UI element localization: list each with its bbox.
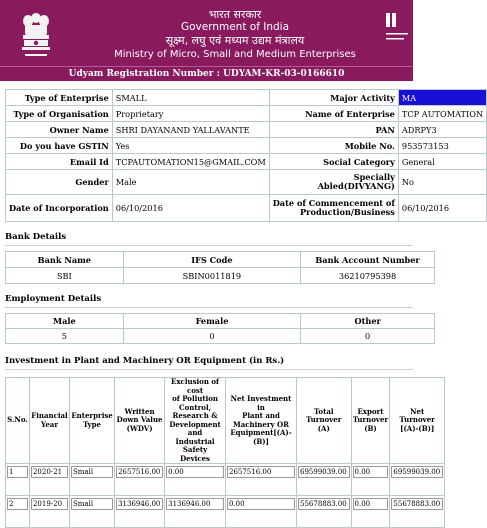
registration-number-bar: Udyam Registration Number : UDYAM-KR-03-0166610 <box>0 66 413 81</box>
commencement-value: 06/10/2016 <box>398 195 486 222</box>
incorporation-label: Date of Incorporation <box>6 195 113 222</box>
financial-year-cell: 2020-21 <box>29 464 69 496</box>
col-female: Female <box>123 314 301 329</box>
divider <box>5 369 413 370</box>
net-investment-cell: 2657516.00 <box>225 464 296 496</box>
type-of-organisation-label: Type of Organisation <box>6 106 113 122</box>
table-row <box>6 314 435 329</box>
enterprise-type-cell: Small <box>70 464 115 496</box>
mobile-label: Mobile No. <box>269 138 398 154</box>
gender-value: Male <box>112 170 269 195</box>
divider <box>5 307 413 308</box>
divider <box>5 245 413 246</box>
table-row <box>6 329 435 344</box>
header-banner <box>0 0 413 66</box>
employment-details-table <box>5 313 435 344</box>
header-titles <box>90 8 380 61</box>
col-sno: S.No. <box>6 378 30 464</box>
table-row <box>6 268 435 284</box>
incorporation-value: 06/10/2016 <box>112 195 269 222</box>
pan-label: PAN <box>269 122 398 138</box>
social-category-label: Social Category <box>269 154 398 170</box>
other-value: 0 <box>301 329 435 344</box>
sno-cell: 2 <box>6 496 30 528</box>
hindi-ministry: सूक्ष्म, लघु एवं मध्यम उद्यम मंत्रालय <box>165 34 305 47</box>
english-ministry: Ministry of Micro, Small and Medium Enterprises <box>114 49 356 60</box>
english-title: Government of India <box>180 21 290 33</box>
wdv-cell: 3136946.00 <box>115 496 165 528</box>
type-of-enterprise-value: SMALL <box>112 90 269 106</box>
table-row <box>6 122 487 138</box>
sno-cell: 1 <box>6 464 30 496</box>
net-turnover-cell: 55678883.00 <box>390 496 445 528</box>
major-activity-value: MA <box>398 90 486 106</box>
male-value: 5 <box>6 329 124 344</box>
table-row <box>6 154 487 170</box>
export-turnover-cell: 0.00 <box>351 464 390 496</box>
specially-abled-value: No <box>398 170 486 195</box>
specially-abled-label: Specially Abled(DIVYANG) <box>269 170 398 195</box>
export-turnover-cell: 0.00 <box>351 496 390 528</box>
exclusion-cell: 3136946.00 <box>165 496 226 528</box>
commencement-label: Date of Commencement of Production/Business <box>269 195 398 222</box>
owner-name-value: SHRI DAYANAND YALLAVANTE <box>112 122 269 138</box>
net-investment-cell: 0.00 <box>225 496 296 528</box>
female-value: 0 <box>123 329 301 344</box>
col-export-turnover: Export Turnover (B) <box>351 378 390 464</box>
col-financial-year: Financial Year <box>29 378 69 464</box>
col-total-turnover: Total Turnover (A) <box>297 378 352 464</box>
col-ifs-code: IFS Code <box>123 252 300 268</box>
col-exclusion: Exclusion of cost of Pollution Control, Research & Development and Industrial Safety Devices <box>165 378 226 464</box>
major-activity-label: Major Activity <box>269 90 398 106</box>
name-of-enterprise-value: TCP AUTOMATION <box>398 106 486 122</box>
investment-title: Investment in Plant and Machinery OR Equipment (in Rs.) <box>5 356 285 366</box>
email-value: TCPAUTOMATION15@GMAIL.COM <box>112 154 269 170</box>
col-net-investment: Net Investment in Plant and Machinery OR Equipment[(A)-(B)] <box>225 378 296 464</box>
type-of-enterprise-label: Type of Enterprise <box>6 90 113 106</box>
col-bank-name: Bank Name <box>6 252 124 268</box>
table-row <box>6 195 487 222</box>
bank-details-title: Bank Details <box>5 232 67 242</box>
gender-label: Gender <box>6 170 113 195</box>
mobile-value: 953573153 <box>398 138 486 154</box>
msme-logo-icon <box>384 9 413 57</box>
gstin-value: Yes <box>112 138 269 154</box>
col-other: Other <box>301 314 435 329</box>
col-account-number: Bank Account Number <box>301 252 435 268</box>
col-wdv: Written Down Value (WDV) <box>115 378 165 464</box>
exclusion-cell: 0.00 <box>165 464 226 496</box>
table-row <box>6 252 435 268</box>
national-emblem-icon <box>19 6 53 60</box>
bank-details-table <box>5 251 435 284</box>
pan-value: ADRPY3 <box>398 122 486 138</box>
col-male: Male <box>6 314 124 329</box>
table-row <box>6 106 487 122</box>
bank-name-value: SBI <box>6 268 124 284</box>
table-row <box>6 170 487 195</box>
owner-name-label: Owner Name <box>6 122 113 138</box>
net-turnover-cell: 69599039.00 <box>390 464 445 496</box>
col-net-turnover: Net Turnover [(A)-(B)] <box>390 378 445 464</box>
name-of-enterprise-label: Name of Enterprise <box>269 106 398 122</box>
type-of-organisation-value: Proprietary <box>112 106 269 122</box>
table-row <box>6 378 445 464</box>
financial-year-cell: 2019-20 <box>29 496 69 528</box>
total-turnover-cell: 69599039.00 <box>297 464 352 496</box>
total-turnover-cell: 55678883.00 <box>297 496 352 528</box>
email-label: Email Id <box>6 154 113 170</box>
table-row <box>6 496 445 528</box>
enterprise-type-cell: Small <box>70 496 115 528</box>
table-row <box>6 90 487 106</box>
col-enterprise-type: Enterprise Type <box>70 378 115 464</box>
investment-table <box>5 377 445 528</box>
enterprise-details-table <box>5 89 487 222</box>
social-category-value: General <box>398 154 486 170</box>
ifs-code-value: SBIN0011819 <box>123 268 300 284</box>
wdv-cell: 2657516.00 <box>115 464 165 496</box>
account-number-value: 36210795398 <box>301 268 435 284</box>
hindi-title: भारत सरकार <box>208 8 262 21</box>
table-row <box>6 138 487 154</box>
table-row <box>6 464 445 496</box>
employment-details-title: Employment Details <box>5 294 102 304</box>
gstin-label: Do you have GSTIN <box>6 138 113 154</box>
